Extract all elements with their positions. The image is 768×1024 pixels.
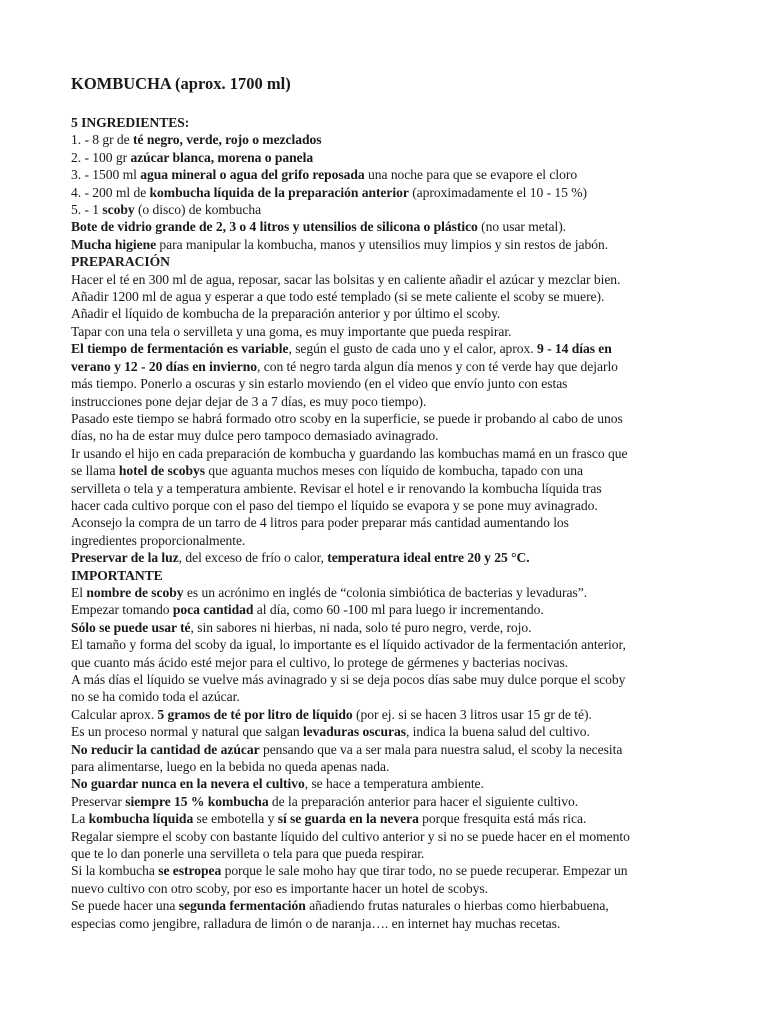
fermentation-time-line: verano y 12 - 20 días en invierno, con té negro tarda algun día menos y con té verde hay que dejarlo	[71, 358, 618, 374]
ingredient-4: 4. - 200 ml de kombucha líquida de la preparación anterior (aproximadamente el 10 - 15 %)	[71, 184, 587, 200]
important-line: El nombre de scoby es un acrónimo en inglés de “colonia simbiótica de bacterias y levaduras”.	[71, 584, 588, 600]
prep-line: más tiempo. Ponerlo a oscuras y sin estarlo moviendo (en el video que envío junto con estas	[71, 376, 568, 392]
prep-line: Aconsejo la compra de un tarro de 4 litros para poder preparar más cantidad aumentando los	[71, 515, 569, 531]
important-line: que cuanto más ácido esté mejor para el cultivo, lo protege de gérmenes y bacterias nocivas.	[71, 654, 569, 670]
prep-line: hacer cada cultivo porque con el paso del tiempo el líquido se evapora y se pone muy avinagrado.	[71, 497, 598, 513]
important-line: El tamaño y forma del scoby da igual, lo importante es el líquido activador de la fermentación anterior,	[71, 637, 626, 653]
important-line: nuevo cultivo con otro scoby, por eso es importante hacer un hotel de scobys.	[71, 880, 488, 896]
prep-line: servilleta o tela y a temperatura ambiente. Revisar el hotel e ir renovando la kombucha líquida tras	[71, 480, 602, 496]
important-line: Calcular aprox. 5 gramos de té por litro de líquido (por ej. si se hacen 3 litros usar 15 gr de té).	[71, 706, 592, 722]
important-line: A más días el líquido se vuelve más avinagrado y si se deja pocos días sabe muy dulce porque el scoby	[71, 672, 626, 687]
important-line: especias como jengibre, ralladura de limón o de naranja…. en internet hay muchas recetas.	[71, 915, 561, 931]
scoby-hotel-line: se llama hotel de scobys que aguanta muchos meses con líquido de kombucha, tapado con una	[71, 463, 584, 479]
prep-line: ingredientes proporcionalmente.	[71, 532, 246, 548]
prep-line: Tapar con una tela o servilleta y una goma, es muy importante que pueda respirar.	[71, 323, 512, 339]
important-line: Se puede hacer una segunda fermentación añadiendo frutas naturales o hierbas como hierbabuena,	[71, 898, 609, 914]
prep-line: Añadir el líquido de kombucha de la preparación anterior y por último el scoby.	[71, 306, 501, 322]
prep-line: días, no ha de estar muy dulce pero tampoco demasiado avinagrado.	[71, 428, 439, 444]
prep-line: Pasado este tiempo se habrá formado otro scoby en la superficie, se puede ir probando al cabo de unos	[71, 410, 623, 426]
hygiene-note: Mucha higiene para manipular la kombucha, manos y utensilios muy limpios y sin restos de jabón.	[71, 236, 609, 252]
important-line: No guardar nunca en la nevera el cultivo, se hace a temperatura ambiente.	[71, 776, 484, 792]
important-line: Regalar siempre el scoby con bastante líquido del cultivo anterior y si no se puede hacer en el momento	[71, 828, 630, 844]
ingredient-5: 5. - 1 scoby (o disco) de kombucha	[71, 202, 262, 218]
prep-line: Hacer el té en 300 ml de agua, reposar, sacar las bolsitas y en caliente añadir el azúcar y mezclar bien.	[71, 271, 621, 287]
important-line: Si la kombucha se estropea porque le sale moho hay que tirar todo, no se puede recuperar. Empezar un	[71, 863, 628, 879]
light-temperature-line: Preservar de la luz, del exceso de frío o calor, temperatura ideal entre 20 y 25 °C.	[71, 550, 530, 566]
fermentation-time-line: El tiempo de fermentación es variable, según el gusto de cada uno y el calor, aprox. 9 - 14 días en	[71, 341, 612, 357]
important-line: que te lo dan ponerle una servilleta o tela para que pueda respirar.	[71, 846, 425, 862]
preparation-heading: PREPARACIÓN	[71, 254, 170, 270]
important-line: para alimentarse, luego en la bebida no queda apenas nada.	[71, 759, 390, 775]
prep-line: instrucciones pone dejar dejar de 3 a 7 días, es muy poco tiempo).	[71, 393, 427, 409]
document-title: KOMBUCHA (aprox. 1700 ml)	[71, 74, 291, 93]
ingredient-1: 1. - 8 gr de té negro, verde, rojo o mezclados	[71, 132, 322, 148]
ingredient-3: 3. - 1500 ml agua mineral o agua del grifo reposada una noche para que se evapore el cloro	[71, 167, 578, 183]
prep-line: Añadir 1200 ml de agua y esperar a que todo esté templado (si se mete caliente el scoby se muere).	[71, 289, 605, 305]
important-line: La kombucha líquida se embotella y sí se guarda en la nevera porque fresquita está más rica.	[71, 811, 587, 827]
important-line: no se ha comido toda el azúcar.	[71, 689, 240, 705]
document-body	[71, 114, 738, 932]
important-line: Es un proceso normal y natural que salgan levaduras oscuras, indica la buena salud del cultivo.	[71, 724, 590, 740]
important-line: Empezar tomando poca cantidad al día, como 60 -100 ml para luego ir incrementando.	[71, 602, 544, 618]
jar-note: Bote de vidrio grande de 2, 3 o 4 litros y utensilios de silicona o plástico (no usar metal).	[71, 219, 567, 235]
important-line: Sólo se puede usar té, sin sabores ni hierbas, ni nada, solo té puro negro, verde, rojo.	[71, 619, 532, 635]
important-heading: IMPORTANTE	[71, 567, 163, 583]
prep-line: Ir usando el hijo en cada preparación de kombucha y guardando las kombuchas mamá en un frasco que	[71, 445, 628, 461]
important-line: No reducir la cantidad de azúcar pensando que va a ser mala para nuestra salud, el scoby la necesita	[71, 741, 623, 757]
important-line: Preservar siempre 15 % kombucha de la preparación anterior para hacer el siguiente cultivo.	[71, 793, 579, 809]
ingredient-2: 2. - 100 gr azúcar blanca, morena o panela	[71, 149, 314, 165]
ingredients-heading: 5 INGREDIENTES:	[71, 115, 190, 130]
